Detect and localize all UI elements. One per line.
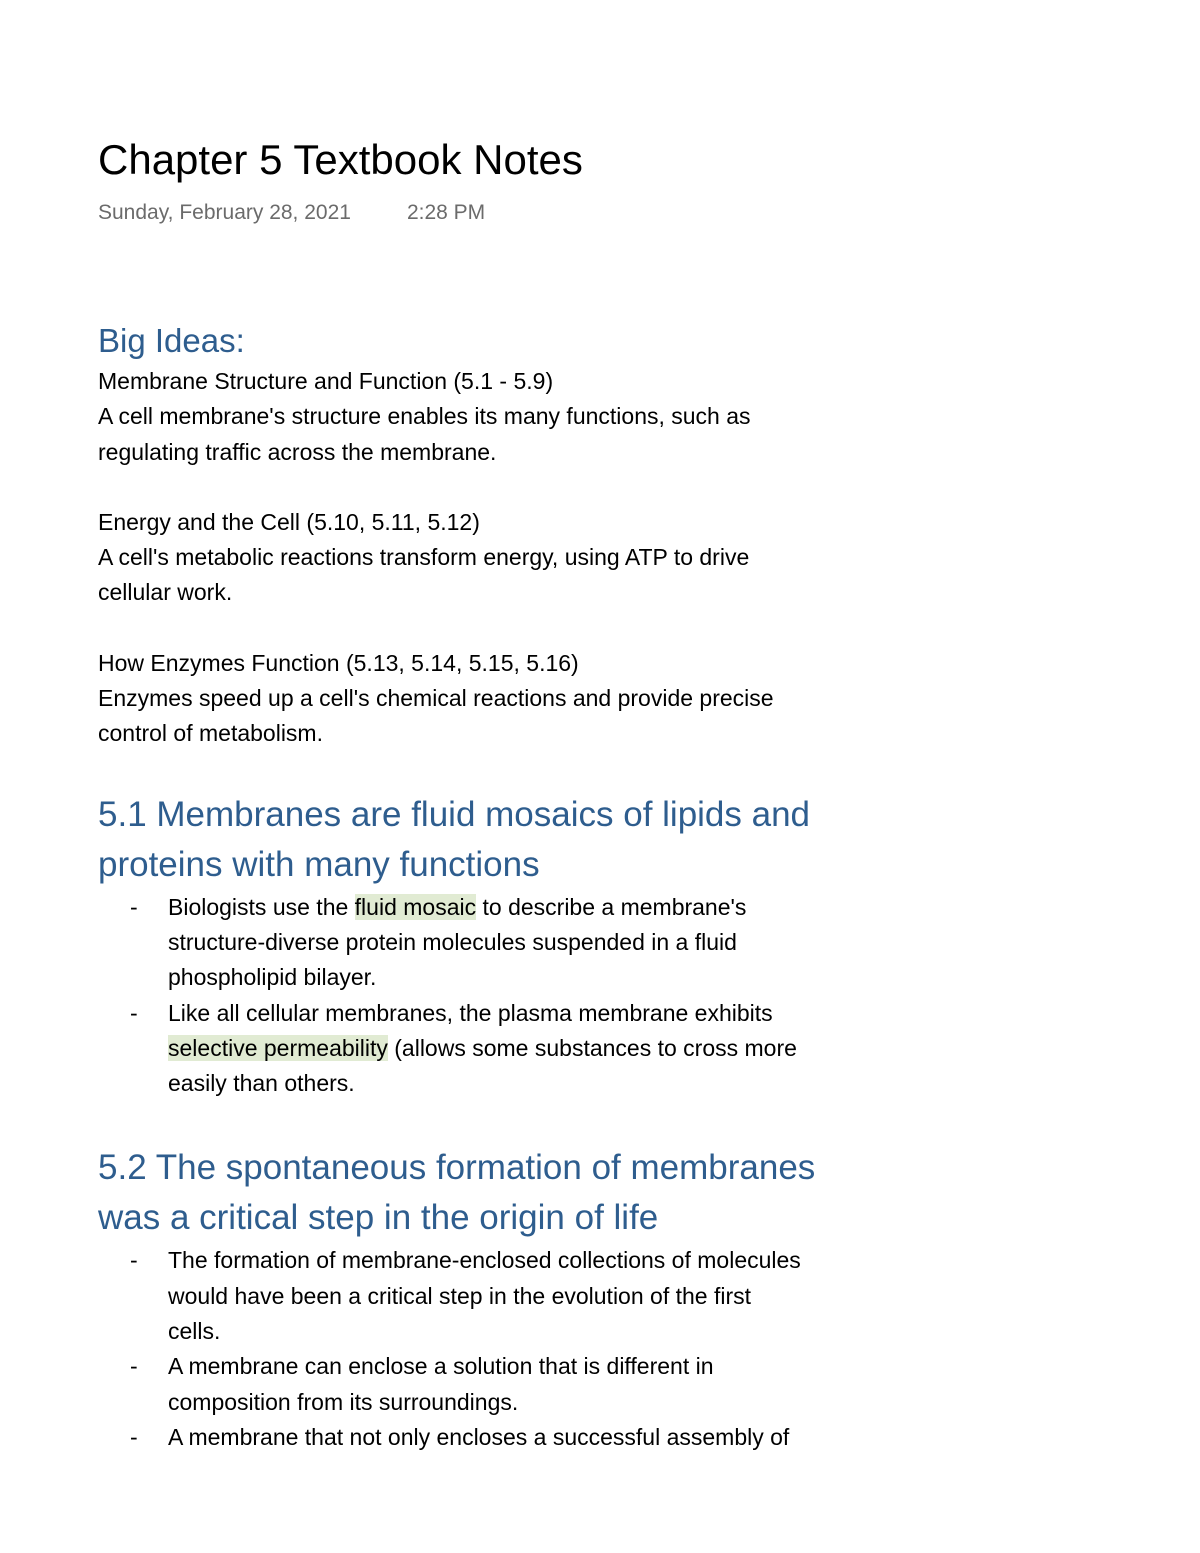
- big-idea-title: Membrane Structure and Function (5.1 - 5.9): [98, 368, 554, 394]
- section-heading: [98, 790, 938, 890]
- note-page: [98, 0, 938, 1450]
- section-heading-line: 5.2 The spontaneous formation of membranes: [98, 1148, 816, 1188]
- big-idea-text: A cell membrane's structure enables its many functions, such as: [98, 403, 751, 430]
- section-heading-line: 5.1 Membranes are fluid mosaics of lipids and: [98, 794, 811, 834]
- section-5-2: [98, 1143, 938, 1455]
- section-heading: [98, 1143, 938, 1243]
- bullet-dash: -: [130, 1423, 138, 1450]
- list-item: [98, 996, 938, 1102]
- page-title: Chapter 5 Textbook Notes: [98, 136, 583, 183]
- big-idea-title: How Enzymes Function (5.13, 5.14, 5.15, 5.16): [98, 649, 579, 676]
- bullet-dash: -: [130, 999, 138, 1026]
- spacer: [98, 1101, 938, 1143]
- bullet-text: cells.: [168, 1318, 221, 1345]
- big-ideas-heading: Big Ideas:: [98, 322, 245, 359]
- list-item: [98, 1349, 938, 1420]
- note-content: [98, 318, 938, 1455]
- bullet-text: composition from its surroundings.: [168, 1388, 519, 1415]
- spacer: [98, 752, 938, 790]
- bullet-text: Like all cellular membranes, the plasma membrane exhibits: [168, 999, 773, 1026]
- highlighted-term: fluid mosaic: [354, 893, 477, 920]
- bullet-text: (allows some substances to cross more: [387, 1034, 797, 1061]
- bullet-list: [98, 890, 938, 1102]
- list-item: [98, 890, 938, 996]
- note-time: 2:28 PM: [406, 201, 486, 224]
- bullet-dash: -: [130, 1247, 138, 1274]
- bullet-text: A membrane that not only encloses a successful assembly of: [168, 1423, 790, 1450]
- bullet-text: to describe a membrane's: [476, 893, 747, 920]
- big-idea-membrane: [98, 364, 938, 470]
- highlighted-term: selective permeability: [168, 1034, 388, 1061]
- bullet-text: The formation of membrane-enclosed collections of molecules: [168, 1247, 801, 1274]
- big-idea-enzymes: [98, 646, 938, 752]
- note-timestamp: [98, 198, 485, 228]
- bullet-text: easily than others.: [168, 1070, 355, 1097]
- big-idea-text: regulating traffic across the membrane.: [98, 438, 497, 465]
- big-idea-text: cellular work.: [98, 579, 233, 606]
- big-idea-text: Enzymes speed up a cell's chemical reactions and provide precise: [98, 685, 774, 712]
- big-idea-title: Energy and the Cell (5.10, 5.11, 5.12): [98, 508, 480, 535]
- bullet-list: [98, 1243, 938, 1455]
- note-date: Sunday, February 28, 2021: [98, 201, 351, 224]
- spacer: [98, 611, 938, 646]
- section-heading-line: was a critical step in the origin of life: [98, 1198, 659, 1238]
- section-5-1: [98, 790, 938, 1102]
- bullet-dash: -: [130, 1353, 138, 1380]
- bullet-text: would have been a critical step in the evolution of the first: [168, 1282, 752, 1309]
- bullet-text: A membrane can enclose a solution that is different in: [168, 1353, 714, 1380]
- bullet-dash: -: [130, 893, 138, 920]
- big-idea-text: control of metabolism.: [98, 720, 323, 747]
- big-idea-energy: [98, 505, 938, 611]
- list-item: [98, 1420, 938, 1455]
- bullet-text: structure-diverse protein molecules suspended in a fluid: [168, 928, 737, 955]
- bullet-text: Biologists use the: [168, 893, 355, 920]
- bullet-text: phospholipid bilayer.: [168, 964, 377, 991]
- list-item: [98, 1243, 938, 1349]
- section-heading-line: proteins with many functions: [98, 844, 540, 884]
- spacer: [98, 470, 938, 505]
- big-idea-text: A cell's metabolic reactions transform energy, using ATP to drive: [98, 544, 750, 571]
